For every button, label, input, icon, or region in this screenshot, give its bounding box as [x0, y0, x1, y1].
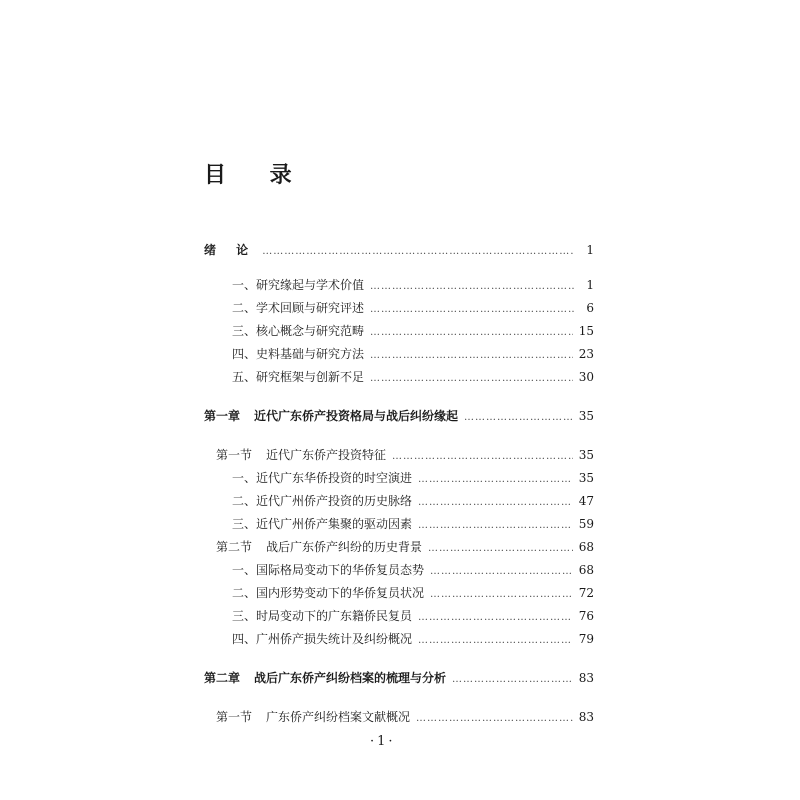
- section-title: 广东侨产纠纷档案文献概况: [266, 710, 411, 724]
- toc-item[interactable]: [204, 299, 594, 322]
- page-number: 68: [578, 563, 594, 577]
- toc-section[interactable]: [204, 708, 594, 731]
- chapter-label: [204, 669, 446, 686]
- toc-item[interactable]: [204, 630, 594, 653]
- toc-item[interactable]: [204, 322, 594, 345]
- toc-item[interactable]: [204, 368, 594, 391]
- toc-item-label: 三、核心概念与研究范畴: [232, 324, 365, 338]
- section-number: 第二节: [216, 540, 253, 554]
- section-label: [216, 538, 422, 555]
- leader-dots: [262, 246, 574, 257]
- toc-item[interactable]: [204, 469, 594, 492]
- page-number: 30: [578, 370, 594, 384]
- leader-dots: [370, 304, 574, 315]
- leader-dots: [430, 589, 573, 600]
- section-title: 近代广东侨产投资特征: [266, 448, 387, 462]
- page-number: 59: [578, 517, 594, 531]
- table-of-contents: [204, 241, 594, 731]
- page-number: 47: [578, 494, 594, 508]
- page-number: 1: [586, 243, 594, 257]
- chapter-label: [204, 407, 458, 424]
- chapter-number: 第二章: [204, 671, 241, 685]
- page-number: 15: [578, 324, 594, 338]
- leader-dots: [418, 612, 573, 623]
- page-number: 35: [578, 409, 594, 423]
- toc-item[interactable]: [204, 584, 594, 607]
- section-label: [216, 446, 386, 463]
- leader-dots: [464, 412, 573, 423]
- toc-item-label: 一、国际格局变动下的华侨复员态势: [232, 563, 425, 577]
- section-number: 第一节: [216, 448, 253, 462]
- leader-dots: [452, 674, 573, 685]
- page-number: 76: [578, 609, 594, 623]
- toc-item[interactable]: [204, 276, 594, 299]
- toc-chapter-1[interactable]: [204, 407, 594, 430]
- toc-item-label: 二、国内形势变动下的华侨复员状况: [232, 586, 425, 600]
- leader-dots: [418, 635, 573, 646]
- toc-chapter-2[interactable]: [204, 669, 594, 692]
- toc-item-label: 一、研究缘起与学术价值: [232, 278, 365, 292]
- page-number: 83: [578, 671, 594, 685]
- section-label: [216, 708, 410, 725]
- leader-dots: [370, 350, 573, 361]
- chapter-number: 第一章: [204, 409, 241, 423]
- toc-item-label: 三、时局变动下的广东籍侨民复员: [232, 609, 413, 623]
- leader-dots: [418, 474, 573, 485]
- section-title: 战后广东侨产纠纷的历史背景: [266, 540, 423, 554]
- toc-item-label: 四、史料基础与研究方法: [232, 347, 365, 361]
- section-number: 第一节: [216, 710, 253, 724]
- toc-item[interactable]: [204, 515, 594, 538]
- page-title: 目 录: [204, 163, 310, 188]
- leader-dots: [418, 497, 573, 508]
- toc-item-label: 三、近代广州侨产集聚的驱动因素: [232, 517, 413, 531]
- page-number: 35: [578, 448, 594, 462]
- toc-item[interactable]: [204, 345, 594, 368]
- toc-intro-label: 绪 论: [204, 243, 257, 257]
- leader-dots: [428, 543, 573, 554]
- leader-dots: [418, 520, 573, 531]
- leader-dots: [430, 566, 573, 577]
- toc-item-label: 四、广州侨产损失统计及纠纷概况: [232, 632, 413, 646]
- toc-item-label: 二、学术回顾与研究评述: [232, 301, 365, 315]
- page-number: 1: [586, 278, 594, 292]
- leader-dots: [392, 451, 573, 462]
- page-footer-number: ·1·: [370, 734, 396, 749]
- toc-item[interactable]: [204, 492, 594, 515]
- page-number: 72: [578, 586, 594, 600]
- leader-dots: [370, 373, 573, 384]
- toc-intro[interactable]: [204, 241, 594, 264]
- page-number: 83: [578, 710, 594, 724]
- page-number: 23: [578, 347, 594, 361]
- page-number: 6: [586, 301, 594, 315]
- leader-dots: [416, 713, 573, 724]
- toc-item[interactable]: [204, 561, 594, 584]
- leader-dots: [370, 327, 573, 338]
- leader-dots: [370, 281, 574, 292]
- toc-section[interactable]: [204, 446, 594, 469]
- chapter-title: 近代广东侨产投资格局与战后纠纷缘起: [254, 409, 459, 423]
- toc-item-label: 二、近代广州侨产投资的历史脉络: [232, 494, 413, 508]
- chapter-title: 战后广东侨产纠纷档案的梳理与分析: [254, 671, 447, 685]
- toc-section[interactable]: [204, 538, 594, 561]
- page-number: 35: [578, 471, 594, 485]
- page-number: 79: [578, 632, 594, 646]
- page-number: 68: [578, 540, 594, 554]
- toc-item-label: 五、研究框架与创新不足: [232, 370, 365, 384]
- toc-item-label: 一、近代广东华侨投资的时空演进: [232, 471, 413, 485]
- toc-item[interactable]: [204, 607, 594, 630]
